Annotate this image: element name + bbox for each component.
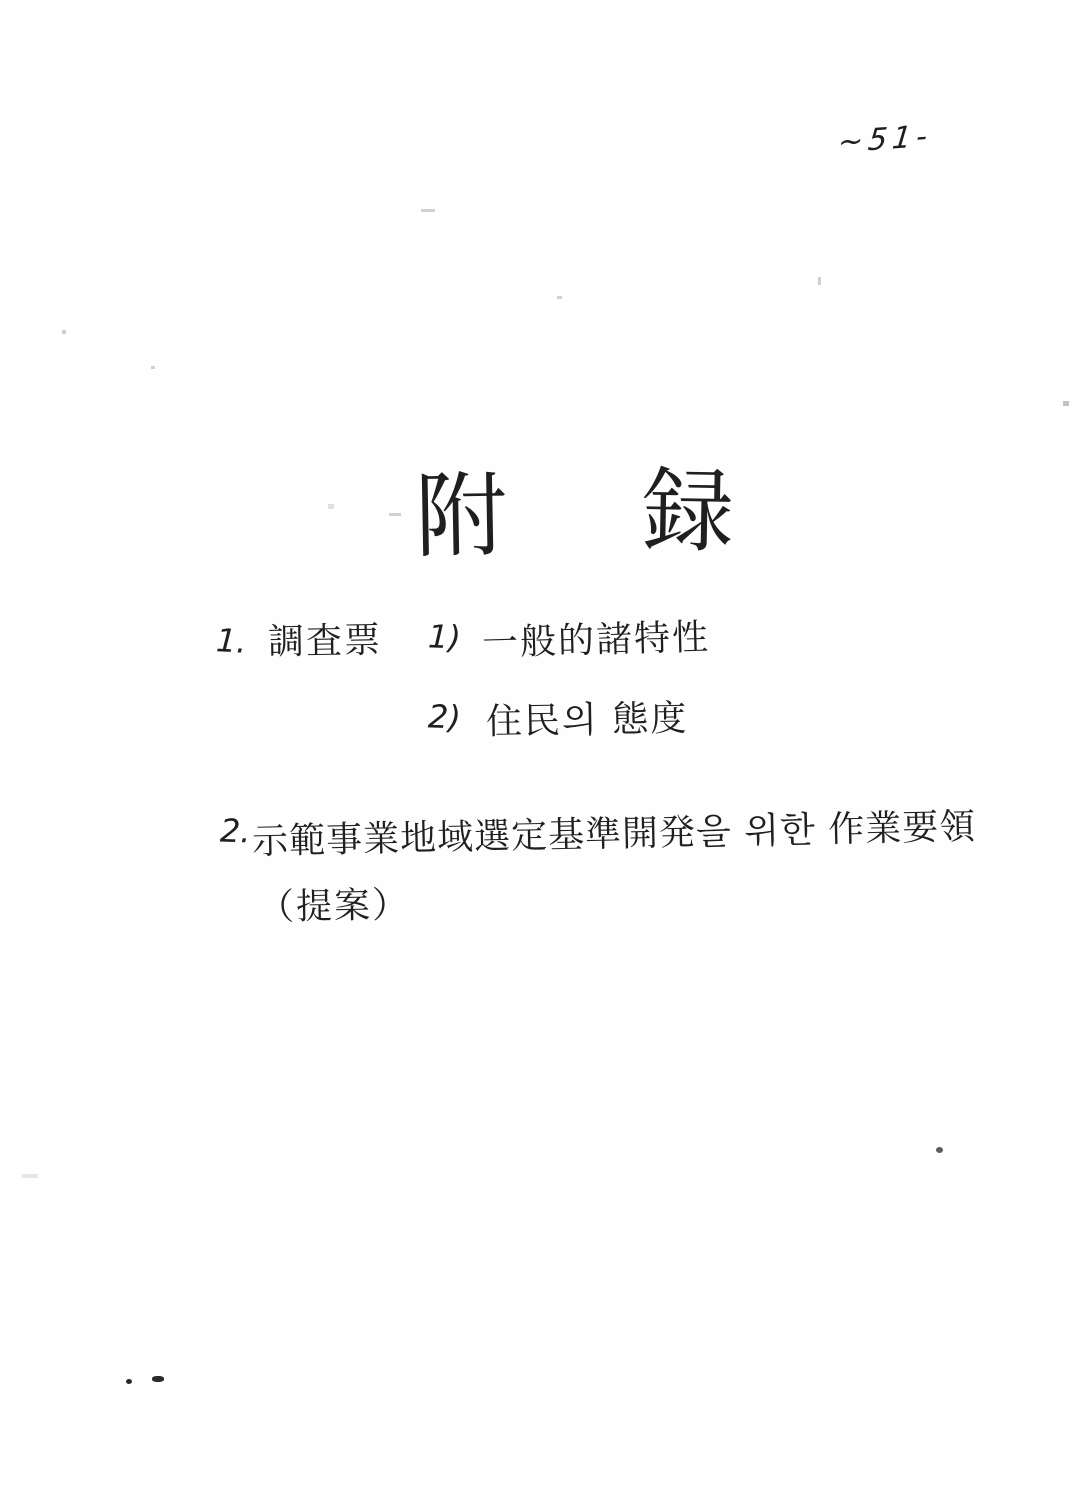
document-title-char-1: 附 bbox=[414, 462, 509, 571]
scan-noise bbox=[557, 296, 562, 299]
list-item-1-label: 調査票 bbox=[267, 620, 383, 663]
list-item-2-marker: 2. bbox=[219, 811, 252, 851]
list-item-1-sub-1-marker: 1) bbox=[427, 617, 462, 657]
document-title-char-2: 録 bbox=[640, 457, 735, 566]
scan-noise bbox=[1063, 401, 1069, 406]
page-number: ~51- bbox=[836, 118, 934, 161]
list-item-2-subtext: （提案） bbox=[257, 884, 411, 929]
list-item-1-sub-1-text: 一般的諸特性 bbox=[481, 617, 711, 664]
list-item-2-text: 示範事業地域選定基準開発을 위한 作業要領 bbox=[251, 806, 977, 863]
scan-noise bbox=[22, 1174, 38, 1178]
scan-speck-dot bbox=[126, 1379, 132, 1384]
scan-noise bbox=[151, 366, 155, 369]
scan-noise bbox=[421, 209, 435, 212]
scan-speck-dot bbox=[152, 1376, 164, 1382]
list-item-1-sub-2-marker: 2) bbox=[427, 697, 462, 737]
scan-noise bbox=[389, 513, 401, 516]
scan-noise bbox=[62, 330, 66, 334]
scan-noise bbox=[328, 504, 334, 509]
scan-noise bbox=[936, 1147, 943, 1153]
list-item-1-sub-2-text: 住民의 態度 bbox=[485, 698, 689, 743]
scan-noise bbox=[818, 277, 821, 285]
list-item-1-marker: 1. bbox=[215, 621, 248, 661]
